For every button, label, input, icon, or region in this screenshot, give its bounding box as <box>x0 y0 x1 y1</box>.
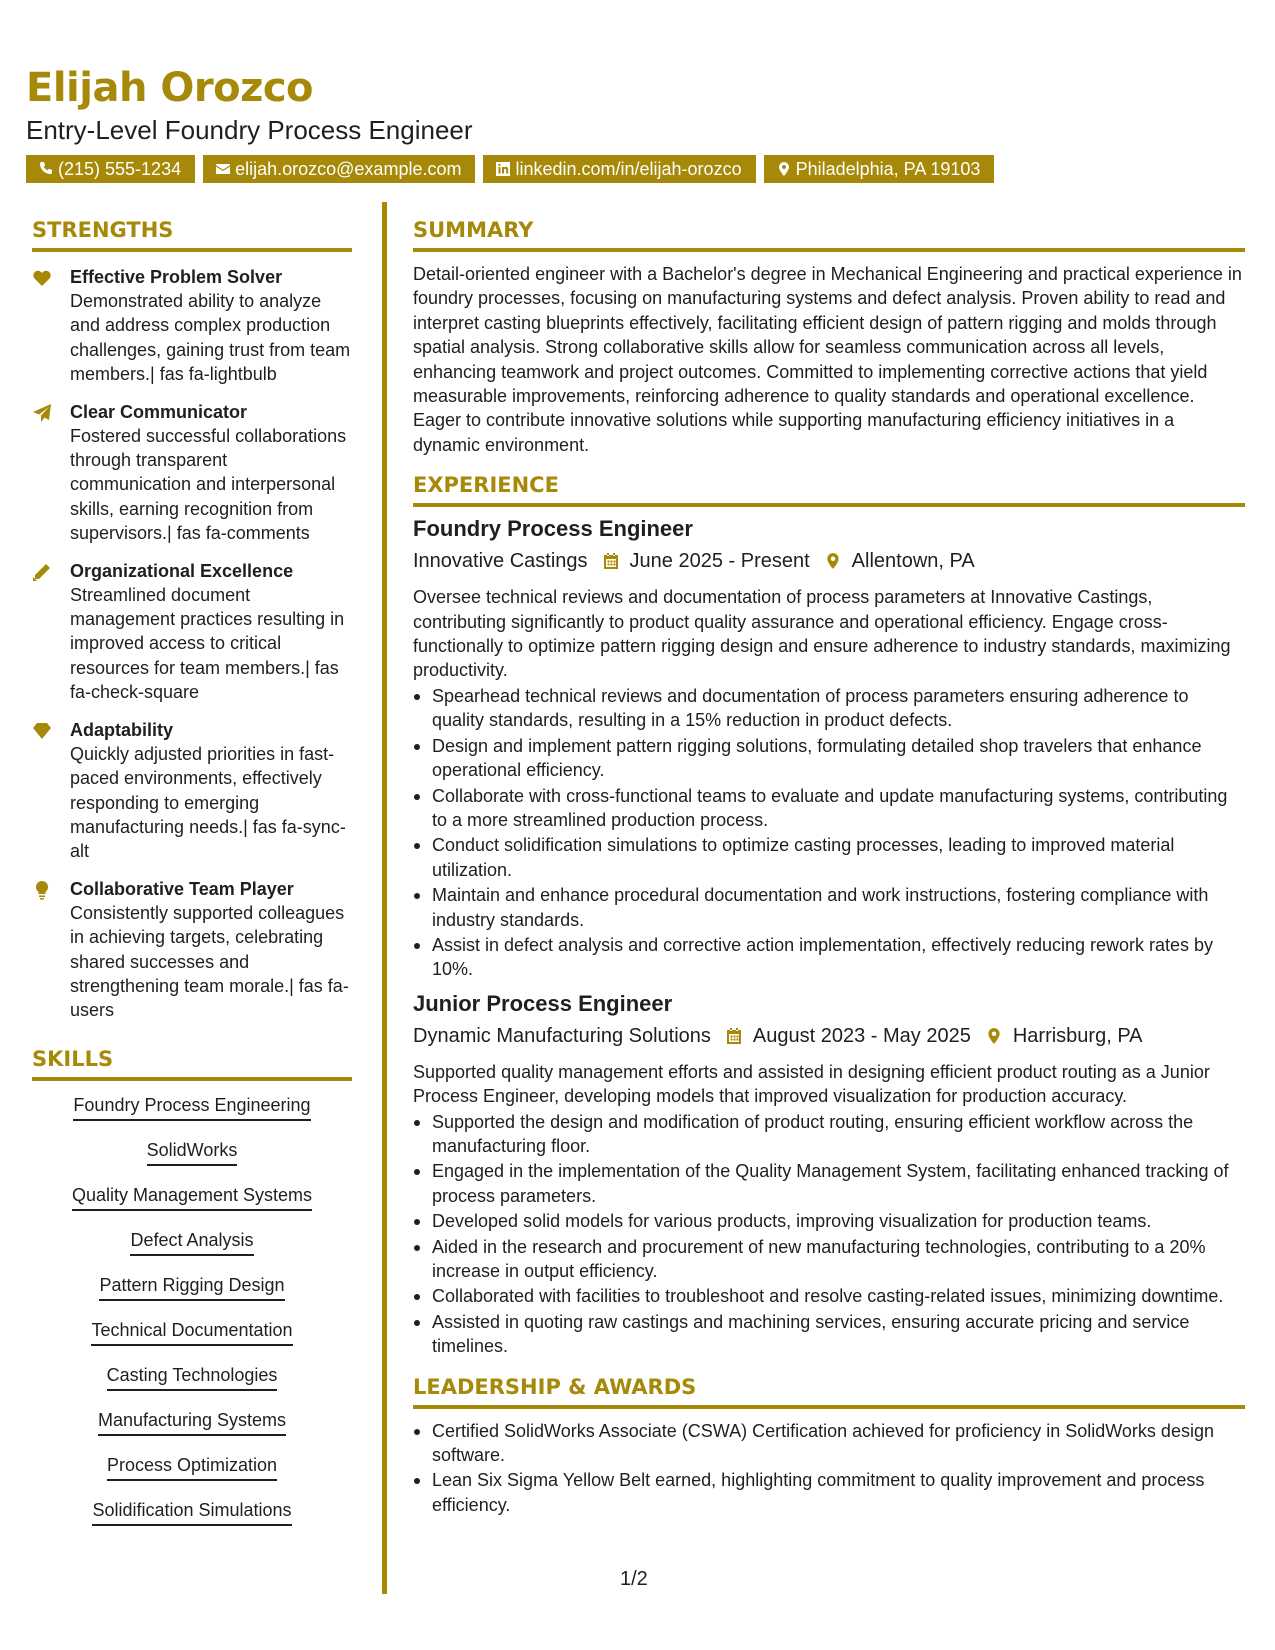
summary-text: Detail-oriented engineer with a Bachelor's degree in Mechanical Engineering and practical experience in foundry processes, focusing on manufacturing systems and defect analysis. Proven ability to read and interpret casting blueprints effectively, facilitating efficient design of pattern rigging and molds through spatial analysis. Strong collaborative skills allow for seamless communication across all levels, enhancing teamwork and project outcomes. Committed to implementing corrective actions that yield measurable improvements, reinforcing adherence to quality standards and operational excellence. Eager to contribute innovative solutions while supporting manufacturing efficiency initiatives in a dynamic environment. <box>413 264 1242 455</box>
page-number: 1/2 <box>620 1568 648 1590</box>
bullet-item: Maintain and enhance procedural documentation and work instructions, fostering compliance with industry standards. <box>413 883 1245 932</box>
contact-bar <box>26 155 1256 183</box>
email-chip[interactable] <box>203 155 475 183</box>
pencil-icon <box>32 562 52 582</box>
strength-title: Organizational Excellence <box>70 560 294 581</box>
job-bullets <box>413 1110 1245 1359</box>
job-dates: June 2025 - Present <box>629 550 810 573</box>
bullet-item: Developed solid models for various products, improving visualization for production teams. <box>413 1209 1245 1233</box>
strength-title: Effective Problem Solver <box>70 267 283 287</box>
calendar-icon <box>602 552 620 570</box>
strength-title: Clear Communicator <box>70 401 248 422</box>
gem-icon <box>32 721 52 741</box>
job-company: Innovative Castings <box>413 550 588 573</box>
job-dates: August 2023 - May 2025 <box>752 1024 971 1047</box>
map-pin-icon <box>985 1027 1003 1045</box>
lightbulb-icon <box>32 880 52 900</box>
skill-item: Defect Analysis <box>130 1228 253 1256</box>
job-company: Dynamic Manufacturing Solutions <box>413 1024 711 1047</box>
map-pin-icon <box>824 552 842 570</box>
skill-item: Manufacturing Systems <box>98 1408 286 1436</box>
bullet-item: Supported the design and modification of product routing, ensuring efficient workflow across the manufacturing floor. <box>413 1110 1245 1159</box>
linkedin-icon <box>495 161 511 177</box>
skills-heading: SKILLS <box>32 1045 352 1081</box>
skill-item: Pattern Rigging Design <box>99 1273 284 1301</box>
job-description: Supported quality management efforts and assisted in designing efficient product routing as a Junior Process Engineer, developing models that improved visualization for production accuracy. <box>413 1061 1210 1107</box>
job-bullets <box>413 684 1245 982</box>
strength-item <box>32 265 352 387</box>
bullet-item: Collaborate with cross-functional teams to evaluate and update manufacturing systems, contributing to a more streamlined production process. <box>413 784 1245 833</box>
skill-item: Quality Management Systems <box>72 1183 312 1211</box>
bullet-item: Collaborated with facilities to troubleshoot and resolve casting-related issues, minimizing downtime. <box>413 1284 1245 1308</box>
job-description: Oversee technical reviews and documentation of process parameters at Innovative Castings, contributing significantly to product quality assurance and operational efficiency. Engage cross-functionally to optimize pattern rigging design and ensure adherence to industry standards, maximizing productivity. <box>413 587 1231 681</box>
resume-header <box>26 64 1256 183</box>
bullet-item: Design and implement pattern rigging solutions, formulating detailed shop travelers that enhance operational efficiency. <box>413 734 1245 783</box>
job-entry <box>413 990 1245 1359</box>
phone-text: (215) 555-1234 <box>58 159 182 179</box>
job-entry <box>413 515 1245 982</box>
strength-item <box>32 718 352 864</box>
linkedin-text: linkedin.com/in/elijah-orozco <box>515 159 742 179</box>
envelope-icon <box>215 161 231 177</box>
bullet-item: Lean Six Sigma Yellow Belt earned, highlighting commitment to quality improvement and process efficiency. <box>413 1468 1245 1517</box>
bullet-item: Aided in the research and procurement of new manufacturing technologies, contributing to a 20% increase in output efficiency. <box>413 1235 1245 1284</box>
job-meta <box>413 1022 1245 1050</box>
candidate-title: Entry-Level Foundry Process Engineer <box>26 115 473 145</box>
right-column <box>413 216 1245 1518</box>
calendar-icon <box>725 1027 743 1045</box>
strength-desc: Consistently supported colleagues in achieving targets, celebrating shared successes and strengthening team morale.| fas fa-users <box>70 902 349 1021</box>
skill-item: Technical Documentation <box>91 1318 292 1346</box>
bullet-item: Certified SolidWorks Associate (CSWA) Certification achieved for proficiency in SolidWorks design software. <box>413 1419 1245 1468</box>
phone-icon <box>38 161 54 177</box>
strength-title: Collaborative Team Player <box>70 878 294 899</box>
map-pin-icon <box>776 161 792 177</box>
job-title: Junior Process Engineer <box>413 990 673 1016</box>
column-divider <box>382 202 387 1594</box>
skill-item: SolidWorks <box>147 1138 238 1166</box>
bullet-item: Conduct solidification simulations to optimize casting processes, leading to improved material utilization. <box>413 833 1245 882</box>
job-meta <box>413 547 1245 575</box>
strength-item <box>32 400 352 546</box>
email-text: elijah.orozco@example.com <box>235 159 462 179</box>
leadership-heading: LEADERSHIP & AWARDS <box>413 1373 1245 1409</box>
left-column <box>32 216 352 1543</box>
strength-item <box>32 877 352 1023</box>
skill-item: Casting Technologies <box>107 1363 278 1391</box>
linkedin-chip[interactable] <box>483 155 755 183</box>
bullet-item: Assisted in quoting raw castings and machining services, ensuring accurate pricing and service timelines. <box>413 1310 1245 1359</box>
location-chip[interactable] <box>764 155 995 183</box>
paper-plane-icon <box>32 403 52 423</box>
heart-icon <box>32 268 52 288</box>
experience-heading: EXPERIENCE <box>413 471 1245 507</box>
strength-title: Adaptability <box>70 719 174 740</box>
strength-desc: Fostered successful collaborations through transparent communication and interpersonal skills, earning recognition from supervisors.| fas fa-comments <box>70 425 347 544</box>
strengths-heading: STRENGTHS <box>32 216 352 252</box>
strength-desc: Quickly adjusted priorities in fast-paced environments, effectively responding to emerging manufacturing needs.| fas fa-sync-alt <box>70 743 346 862</box>
skill-item: Process Optimization <box>107 1453 277 1481</box>
bullet-item: Assist in defect analysis and corrective action implementation, effectively reducing rework rates by 10%. <box>413 933 1245 982</box>
job-location: Harrisburg, PA <box>1012 1024 1143 1047</box>
job-location: Allentown, PA <box>851 550 975 573</box>
skill-item: Solidification Simulations <box>92 1498 291 1526</box>
bullet-item: Spearhead technical reviews and documentation of process parameters ensuring adherence to quality standards, resulting in a 15% reduction in product defects. <box>413 684 1245 733</box>
location-text: Philadelphia, PA 19103 <box>795 159 981 179</box>
skills-list <box>32 1093 352 1543</box>
strength-item <box>32 559 352 705</box>
summary-heading: SUMMARY <box>413 216 1245 252</box>
bullet-item: Engaged in the implementation of the Quality Management System, facilitating enhanced tracking of process parameters. <box>413 1159 1245 1208</box>
candidate-name: Elijah Orozco <box>26 65 314 111</box>
strength-desc: Demonstrated ability to analyze and address complex production challenges, gaining trust from team members.| fas fa-lightbulb <box>70 291 351 385</box>
phone-chip[interactable] <box>26 155 195 183</box>
strength-desc: Streamlined document management practices resulting in improved access to critical resources for team members.| fas fa-check-square <box>70 584 345 703</box>
leadership-bullets <box>413 1419 1245 1518</box>
job-title: Foundry Process Engineer <box>413 516 693 542</box>
skill-item: Foundry Process Engineering <box>73 1093 310 1121</box>
